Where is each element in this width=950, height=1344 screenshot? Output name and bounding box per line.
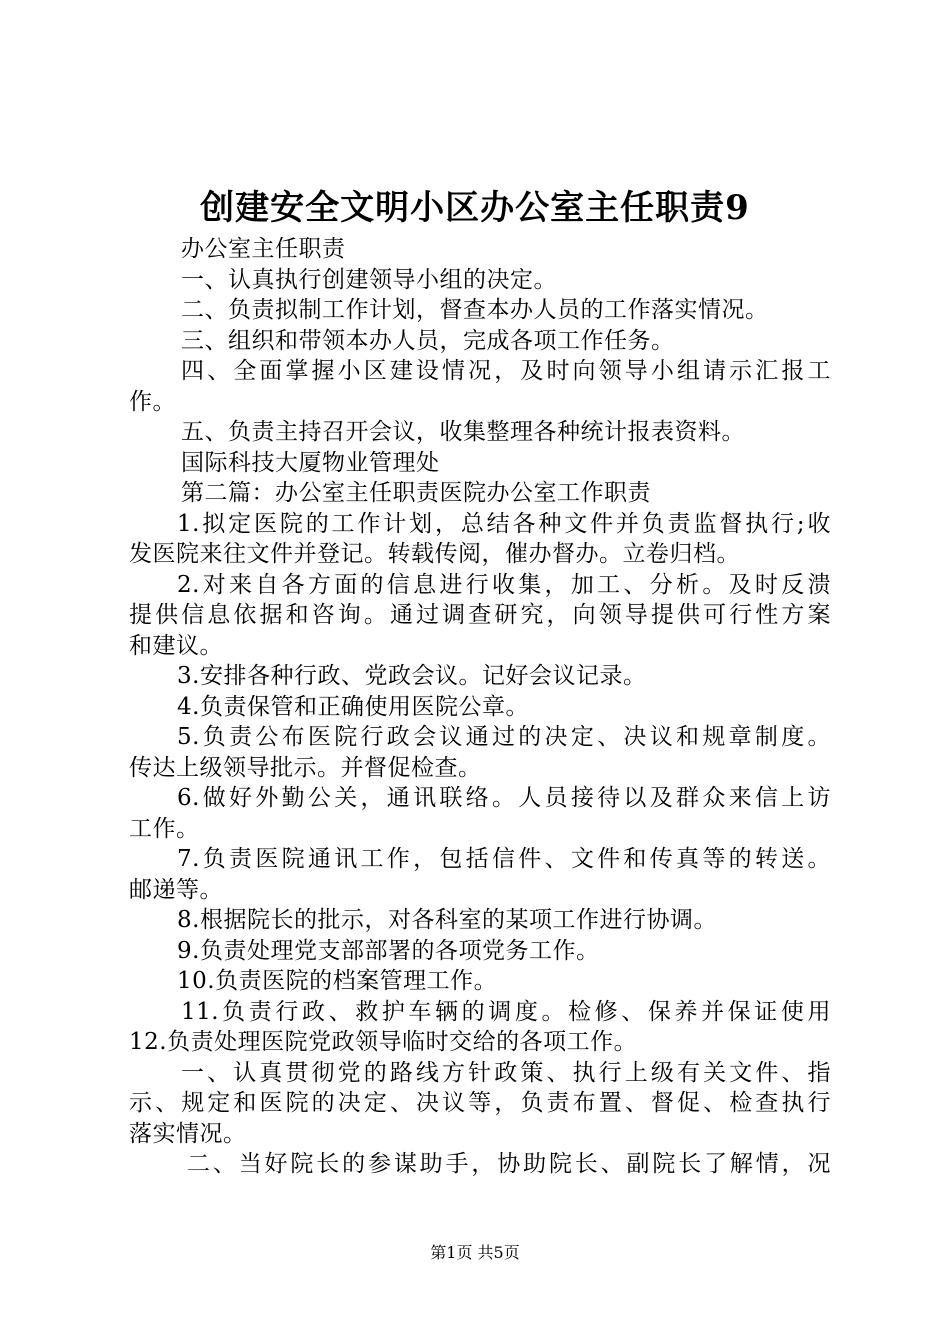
- body-line: 发医院来往文件并登记。转载传阅，催办督办。立卷归档。: [129, 541, 740, 567]
- body-line: 一、认真执行创建领导小组的决定。: [181, 266, 557, 293]
- body-line: 办公室主任职责: [181, 236, 346, 262]
- body-line: 二、当好院长的参谋助手，协助院长、副院长了解情，况: [187, 1151, 831, 1177]
- body-line: 3.安排各种行政、党政会议。记好会议记录。: [177, 663, 647, 689]
- body-line: 落实情况。: [129, 1120, 247, 1147]
- body-line: 示、规定和医院的决定、决议等，负责布置、督促、检查执行: [129, 1090, 831, 1116]
- body-line: 2.对来自各方面的信息进行收集，加工、分析。及时反溃: [177, 571, 831, 598]
- page-footer: 第1页 共5页: [430, 1243, 520, 1262]
- body-line: 国际科技大厦物业管理处: [181, 449, 440, 476]
- body-line: 11.负责行政、救护车辆的调度。检修、保养并保证使用: [181, 998, 831, 1025]
- body-line: 五、负责主持召开会议，收集整理各种统计报表资料。: [181, 419, 745, 445]
- body-line: 四、全面掌握小区建设情况，及时向领导小组请示汇报工: [181, 358, 831, 384]
- document-title: 创建安全文明小区办公室主任职责9: [200, 188, 750, 228]
- body-line: 一、认真贯彻党的路线方针政策、执行上级有关文件、指: [181, 1059, 831, 1086]
- body-line: 1.拟定医院的工作计划，总结各种文件并负责监督执行;收: [177, 510, 831, 537]
- document-body: [129, 234, 831, 1180]
- body-line: 三、组织和带领本办人员，完成各项工作任务。: [181, 327, 675, 354]
- body-line: 邮递等。: [129, 876, 223, 903]
- body-line: 和建议。: [129, 632, 223, 659]
- body-line: 8.根据院长的批示，对各科室的某项工作进行协调。: [177, 907, 717, 933]
- body-line: 提供信息依据和咨询。通过调查研究，向领导提供可行性方案: [129, 602, 831, 628]
- body-line: 10.负责医院的档案管理工作。: [177, 968, 498, 994]
- body-line: 第二篇：办公室主任职责医院办公室工作职责: [181, 480, 651, 506]
- body-line: 7.负责医院通讯工作，包括信件、文件和传真等的转送。: [177, 846, 831, 872]
- body-line: 9.负责处理党支部部署的各项党务工作。: [177, 937, 600, 964]
- body-line: 4.负责保管和正确使用医院公章。: [177, 693, 529, 720]
- body-line: 工作。: [129, 815, 200, 842]
- body-line: 6.做好外勤公关，通讯联络。人员接待以及群众来信上访: [177, 785, 831, 811]
- body-line: 12.负责处理医院党政领导临时交给的各项工作。: [129, 1029, 638, 1055]
- body-line: 5.负责公布医院行政会议通过的决定、决议和规章制度。: [177, 724, 831, 750]
- body-line: 二、负责拟制工作计划，督查本办人员的工作落实情况。: [181, 297, 769, 323]
- body-line: 传达上级领导批示。并督促检查。: [129, 754, 482, 781]
- body-line: 作。: [129, 388, 176, 415]
